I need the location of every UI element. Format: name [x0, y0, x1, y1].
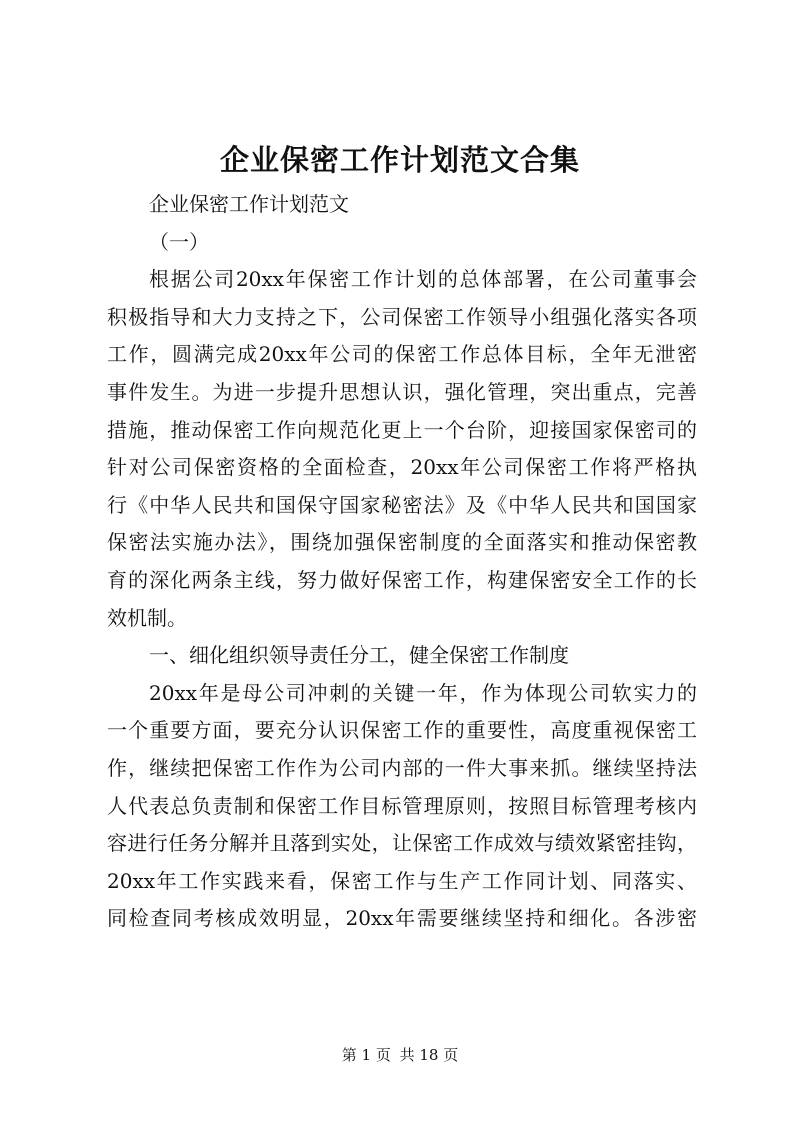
- page-footer: [0, 1044, 800, 1065]
- paragraph-line: 根据公司20xx年保密工作计划的总体部署，在公司董事会: [149, 267, 697, 292]
- page-total: 共 18 页: [399, 1046, 459, 1064]
- paragraph-line: 针对公司保密资格的全面检查，20xx年公司保密工作将严格执: [107, 455, 697, 480]
- paragraph-line: 措施，推动保密工作向规范化更上一个台阶，迎接国家保密司的: [107, 417, 697, 442]
- document-body: [107, 186, 697, 938]
- paragraph-line: 20xx年工作实践来看，保密工作与生产工作同计划、同落实、: [107, 868, 697, 893]
- paragraph-line: 工作，圆满完成20xx年公司的保密工作总体目标，全年无泄密: [107, 342, 697, 367]
- paragraph-line: 积极指导和大力支持之下，公司保密工作领导小组强化落实各项: [107, 304, 697, 329]
- paragraph-line: 人代表总负责制和保密工作目标管理原则，按照目标管理考核内: [107, 793, 697, 818]
- paragraph-line: 育的深化两条主线，努力做好保密工作，构建保密安全工作的长: [107, 567, 697, 592]
- paragraph-line: 20xx年是母公司冲刺的关键一年，作为体现公司软实力的: [149, 680, 697, 705]
- paragraph-line: 同检查同考核成效明显，20xx年需要继续坚持和细化。各涉密: [107, 906, 697, 931]
- section-number: （一）: [149, 229, 209, 254]
- paragraph-line: 作，继续把保密工作作为公司内部的一件大事来抓。继续坚持法: [107, 755, 697, 780]
- paragraph-line: 效机制。: [107, 605, 187, 630]
- paragraph-line: 行《中华人民共和国保守国家秘密法》及《中华人民共和国国家: [107, 492, 697, 517]
- document-title: 企业保密工作计划范文合集: [219, 143, 580, 177]
- page-number: 第 1 页: [341, 1046, 391, 1064]
- section-heading: 企业保密工作计划范文: [149, 192, 349, 216]
- paragraph-line: 容进行任务分解并且落到实处，让保密工作成效与绩效紧密挂钩，: [107, 831, 697, 856]
- paragraph-line: 保密法实施办法》，围绕加强保密制度的全面落实和推动保密教: [107, 530, 697, 555]
- section-heading: 一、细化组织领导责任分工，健全保密工作制度: [149, 643, 569, 668]
- paragraph-line: 一个重要方面，要充分认识保密工作的重要性，高度重视保密工: [107, 718, 697, 743]
- paragraph-line: 事件发生。为进一步提升思想认识，强化管理，突出重点，完善: [107, 379, 697, 404]
